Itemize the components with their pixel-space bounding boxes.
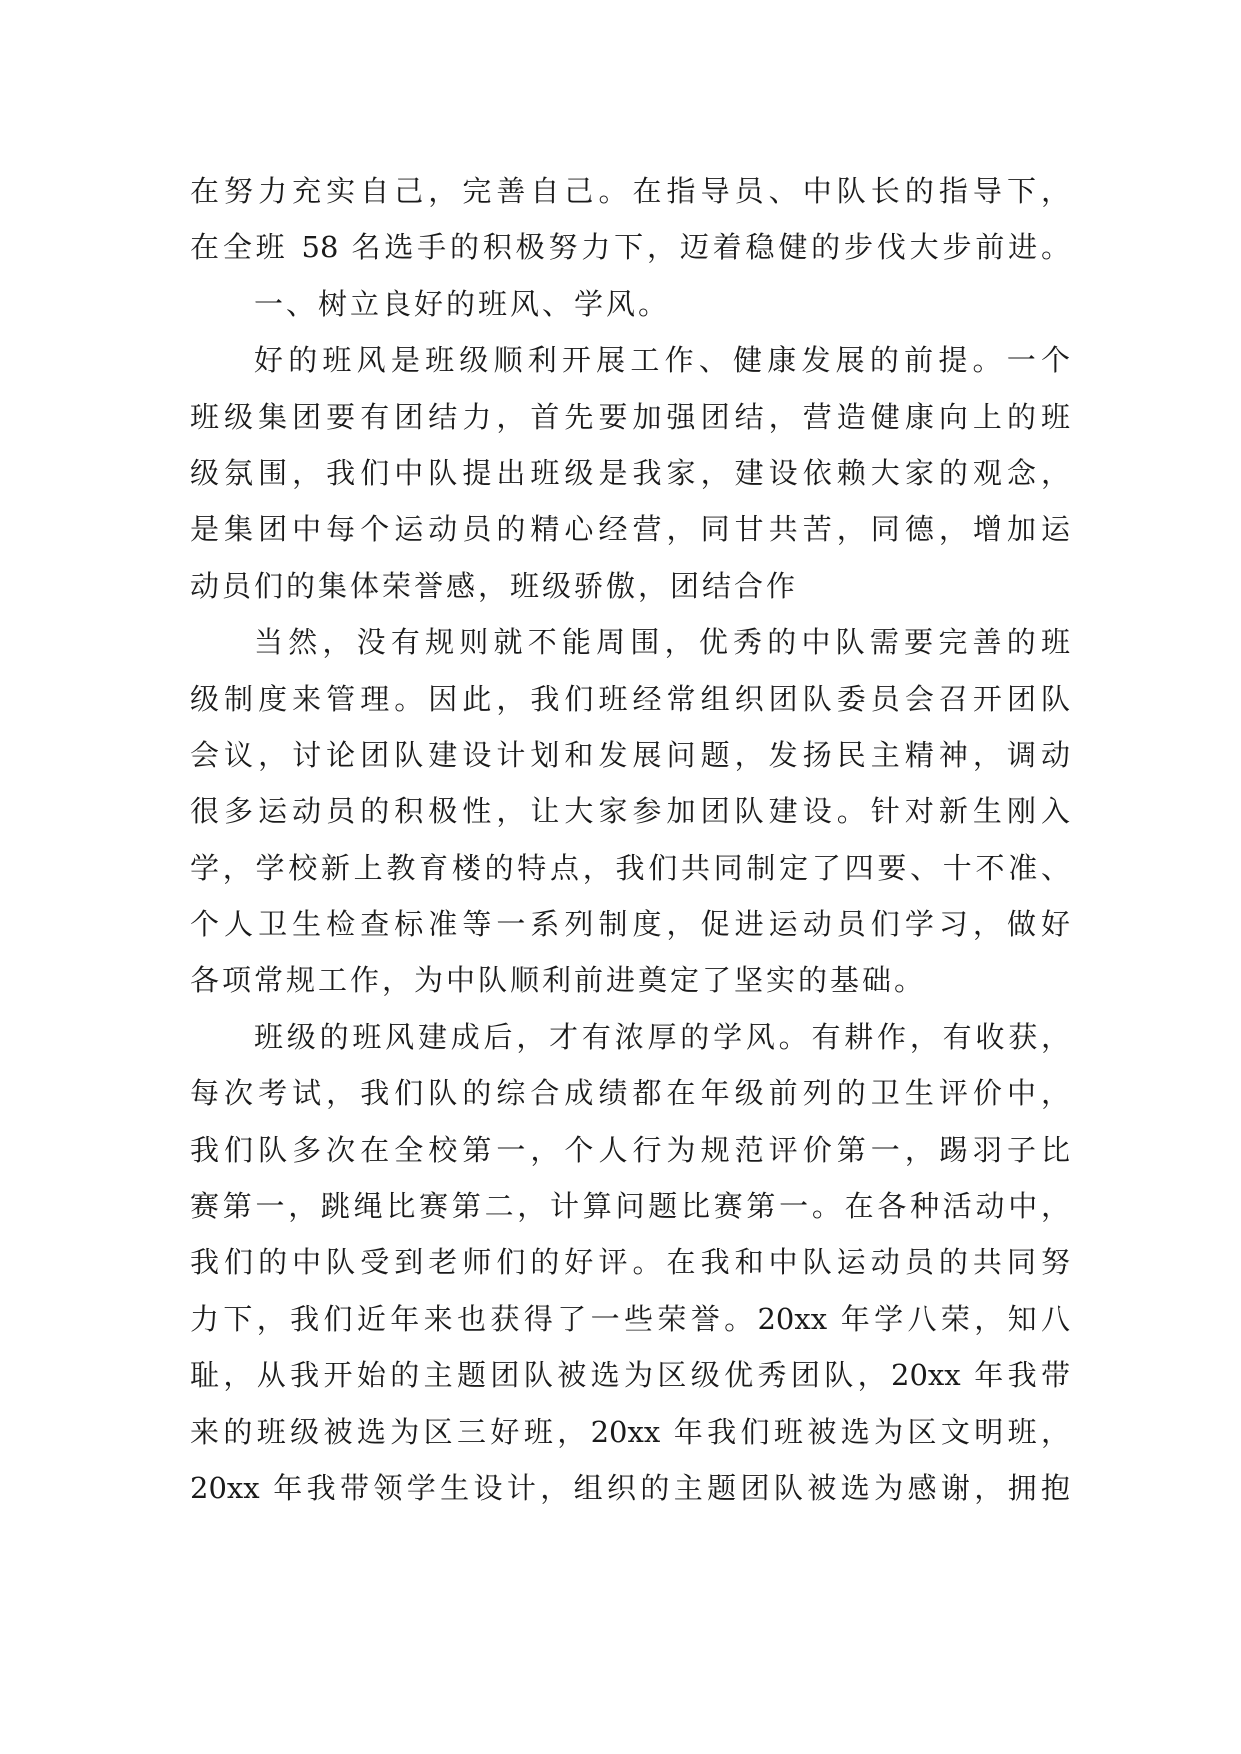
text-line: 每次考试，我们队的综合成绩都在年级前列的卫生评价中， bbox=[190, 1076, 1070, 1111]
text-line: 当然，没有规则就不能周围，优秀的中队需要完善的班 bbox=[254, 625, 1070, 660]
text-line: 动员们的集体荣誉感，班级骄傲，团结合作 bbox=[190, 568, 799, 603]
document-body bbox=[190, 163, 1070, 1516]
text-line: 在努力充实自己，完善自己。在指导员、中队长的指导下， bbox=[190, 174, 1070, 208]
text-line: 级氛围，我们中队提出班级是我家，建设依赖大家的观念， bbox=[190, 455, 1070, 490]
text-line: 班级集团要有团结力，首先要加强团结，营造健康向上的班 bbox=[190, 399, 1070, 434]
text-line: 力下，我们近年来也获得了一些荣誉。20xx 年学八荣，知八 bbox=[190, 1301, 1070, 1336]
text-line: 20xx 年我带领学生设计，组织的主题团队被选为感谢，拥抱 bbox=[190, 1470, 1070, 1505]
text-line: 级制度来管理。因此，我们班经常组织团队委员会召开团队 bbox=[190, 681, 1070, 716]
text-line: 在全班 58 名选手的积极努力下，迈着稳健的步伐大步前进。 bbox=[190, 230, 1070, 265]
text-line: 个人卫生检查标准等一系列制度，促进运动员们学习，做好 bbox=[190, 907, 1070, 942]
text-line: 一、树立良好的班风、学风。 bbox=[254, 286, 671, 321]
text-line: 很多运动员的积极性，让大家参加团队建设。针对新生刚入 bbox=[190, 794, 1070, 829]
text-line: 耻，从我开始的主题团队被选为区级优秀团队，20xx 年我带 bbox=[190, 1358, 1070, 1393]
text-line: 学，学校新上教育楼的特点，我们共同制定了四要、十不准、 bbox=[190, 850, 1070, 885]
text-line: 会议，讨论团队建设计划和发展问题，发扬民主精神，调动 bbox=[190, 737, 1070, 772]
text-line: 来的班级被选为区三好班，20xx 年我们班被选为区文明班， bbox=[190, 1414, 1070, 1449]
text-line: 各项常规工作，为中队顺利前进奠定了坚实的基础。 bbox=[190, 963, 927, 998]
text-line: 我们队多次在全校第一，个人行为规范评价第一，踢羽子比 bbox=[190, 1132, 1070, 1167]
text-line: 我们的中队受到老师们的好评。在我和中队运动员的共同努 bbox=[190, 1245, 1070, 1280]
text-line: 是集团中每个运动员的精心经营，同甘共苦，同德，增加运 bbox=[190, 512, 1070, 547]
text-line: 赛第一，跳绳比赛第二，计算问题比赛第一。在各种活动中， bbox=[190, 1189, 1070, 1224]
text-line: 好的班风是班级顺利开展工作、健康发展的前提。一个 bbox=[254, 343, 1070, 378]
text-line: 班级的班风建成后，才有浓厚的学风。有耕作，有收获， bbox=[254, 1019, 1070, 1054]
